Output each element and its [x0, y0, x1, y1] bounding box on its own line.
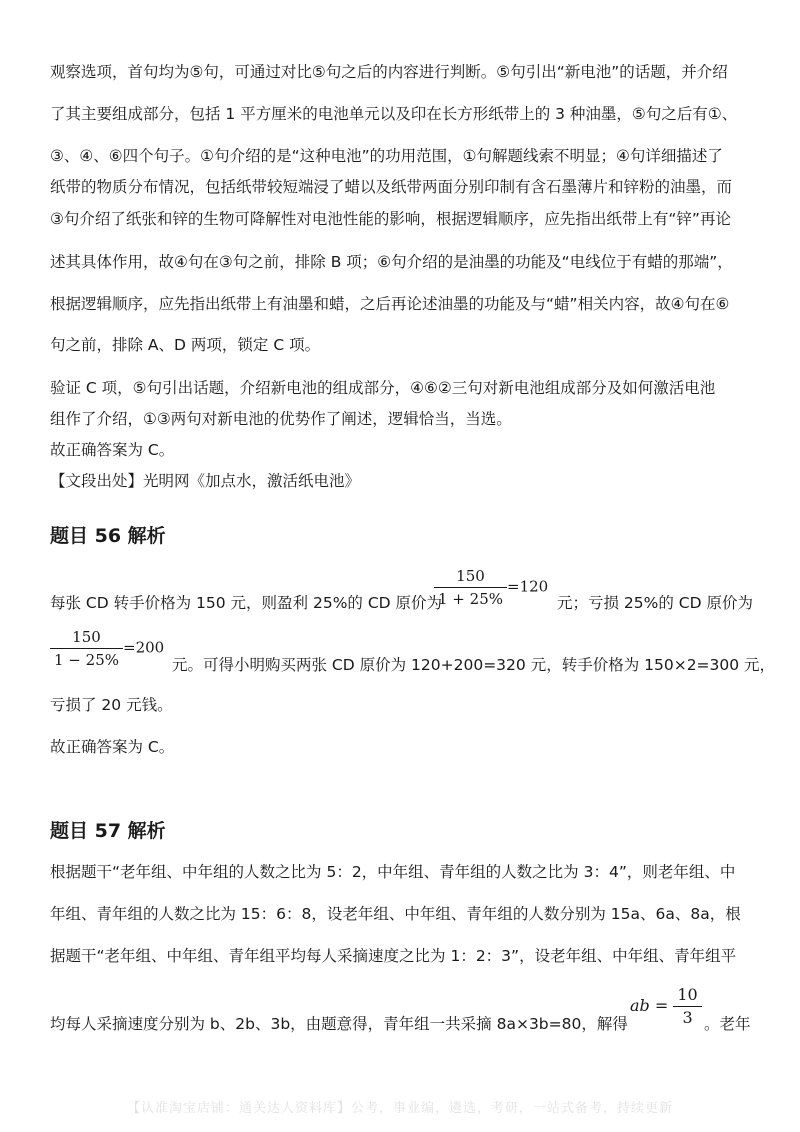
s56-fraction-1: [434, 565, 548, 610]
s57-line-1: 根据题干“老年组、中年组的人数之比为 5：2，中年组、青年组的人数之比为 3：4”，则老年组、中: [50, 863, 736, 881]
frac1-numerator: 150: [434, 565, 507, 588]
eq-numerator: 10: [673, 984, 701, 1007]
s55-line-2: 了其主要组成部分，包括 1 平方厘米的电池单元以及印在长方形纸带上的 3 种油墨，⑤句之后有①、: [50, 105, 738, 123]
heading-56: 题目 56 解析: [50, 525, 166, 547]
frac2-result: =200: [123, 638, 165, 657]
heading-57: 题目 57 解析: [50, 820, 166, 842]
s57-line-2: 年组、青年组的人数之比为 15：6：8，设老年组、中年组、青年组的人数分别为 15a、6a、8a，根: [50, 905, 741, 923]
s55-line-8: 句之前，排除 A、D 两项，锁定 C 项。: [50, 336, 321, 354]
s55-line-7: 根据逻辑顺序，应先指出纸带上有油墨和蜡，之后再论述油墨的功能及与“蜡”相关内容，故④句在⑥: [50, 295, 730, 313]
eq-lhs: ab =: [630, 996, 669, 1015]
frac1-denominator: 1 + 25%: [438, 590, 503, 608]
frac2-denominator: 1 − 25%: [54, 651, 119, 669]
s56-line-3: 亏损了 20 元钱。: [50, 696, 173, 714]
s56-line-1b: 元；亏损 25%的 CD 原价为: [557, 594, 753, 612]
s56-line-1a: 每张 CD 转手价格为 150 元，则盈利 25%的 CD 原价为: [50, 594, 443, 612]
s56-answer: 故正确答案为 C。: [50, 738, 175, 756]
s56-line-2b: 元。可得小明购买两张 CD 原价为 120+200=320 元，转手价格为 150×2=300 元，: [172, 656, 776, 674]
s56-fraction-2: [50, 626, 164, 671]
s55-line-3: ③、④、⑥四个句子。①句介绍的是“这种电池”的功用范围，①句解题线索不明显；④句详细描述了: [50, 147, 723, 165]
s57-equation: [630, 984, 702, 1029]
s55-line-5: ③句介绍了纸张和锌的生物可降解性对电池性能的影响，根据逻辑顺序，应先指出纸带上有“锌”再论: [50, 210, 731, 228]
s57-line-3: 据题干“老年组、中年组、青年组平均每人采摘速度之比为 1：2：3”，设老年组、中年组、青年组平: [50, 947, 737, 965]
s55-answer: 故正确答案为 C。: [50, 441, 175, 459]
s55-verify-2: 组作了介绍，①③两句对新电池的优势作了阐述，逻辑恰当，当选。: [50, 410, 512, 428]
frac1-result: =120: [507, 577, 549, 596]
s57-line-4b: 。老年: [704, 1015, 751, 1033]
eq-denominator: 3: [682, 1008, 693, 1027]
s55-source: 【文段出处】光明网《加点水，激活纸电池》: [50, 472, 361, 490]
s55-line-6: 述其具体作用，故④句在③句之前，排除 B 项；⑥句介绍的是油墨的功能及“电线位于有蜡的那端”，: [50, 253, 733, 271]
frac2-numerator: 150: [50, 626, 123, 649]
watermark-text: 【认准淘宝店铺：通关达人资料库】公考，事业编，遴选，考研，一站式备考，持续更新: [126, 1101, 673, 1116]
s55-line-1: 观察选项，首句均为⑤句，可通过对比⑤句之后的内容进行判断。⑤句引出“新电池”的话题，并介绍: [50, 63, 728, 81]
s57-line-4a: 均每人采摘速度分别为 b、2b、3b，由题意得，青年组一共采摘 8a×3b=80，解得: [50, 1015, 628, 1033]
document-page: [50, 0, 776, 1132]
s55-line-4: 纸带的物质分布情况，包括纸带较短端浸了蜡以及纸带两面分别印制有含石墨薄片和锌粉的油墨，而: [50, 178, 733, 196]
s55-verify-1: 验证 C 项，⑤句引出话题，介绍新电池的组成部分，④⑥②三句对新电池组成部分及如何激活电池: [50, 379, 716, 397]
